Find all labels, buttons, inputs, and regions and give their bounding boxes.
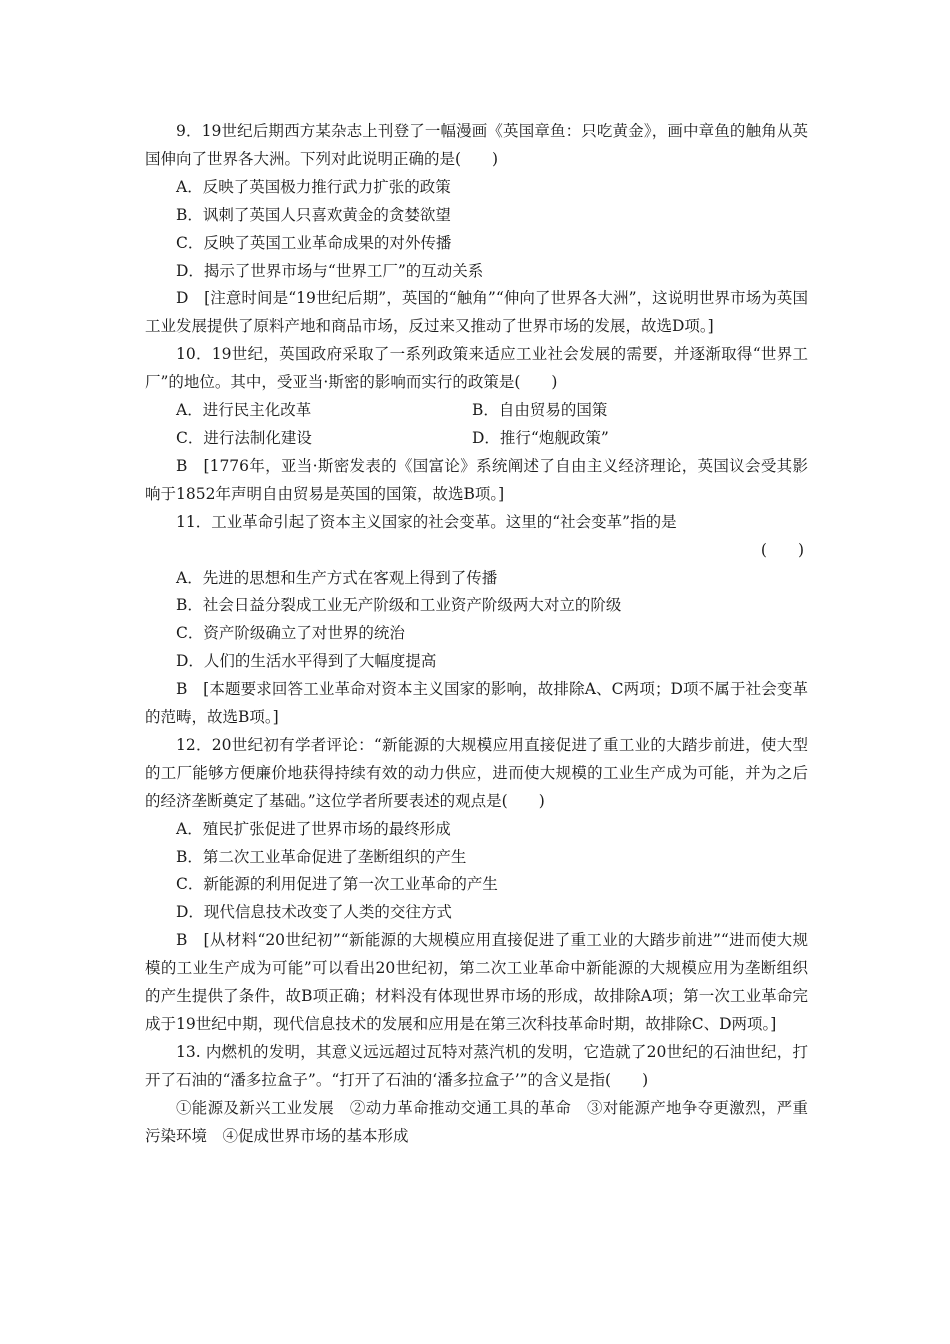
question-10-options-row-2	[145, 425, 808, 453]
question-11-stem: 11．工业革命引起了资本主义国家的社会变革。这里的“社会变革”指的是	[176, 512, 677, 531]
document-page	[145, 118, 808, 1151]
question-10-option-c: C．进行法制化建设	[176, 428, 312, 447]
question-9-option-b: B．讽刺了英国人只喜欢黄金的贪婪欲望	[176, 205, 451, 224]
question-12-option-d: D．现代信息技术改变了人类的交往方式	[176, 903, 452, 922]
question-11-option-d: D．人们的生活水平得到了大幅度提高	[176, 652, 437, 671]
question-11-option-a: A．先进的思想和生产方式在客观上得到了传播	[176, 568, 498, 587]
question-12-option-c: C．新能源的利用促进了第一次工业革命的产生	[176, 875, 498, 894]
question-10-option-a: A．进行民主化改革	[176, 401, 312, 420]
question-11-answer-blank: ( )	[760, 540, 804, 559]
question-13-items: ①能源及新兴工业发展 ②动力革命推动交通工具的革命 ③对能源产地争夺更激烈，严重污染环境 ④促成世界市场的基本形成	[145, 1098, 808, 1145]
question-11-answer: B [本题要求回答工业革命对资本主义国家的影响，故排除A、C两项；D项不属于社会变革的范畴，故选B项。]	[145, 680, 808, 727]
question-9-option-d: D．揭示了世界市场与“世界工厂”的互动关系	[176, 261, 484, 280]
question-9-answer: D [注意时间是“19世纪后期”，英国的“触角”“伸向了世界各大洲”，这说明世界市场为英国工业发展提供了原料产地和商品市场，反过来又推动了世界市场的发展，故选D项。]	[145, 289, 808, 336]
question-12-option-b: B．第二次工业革命促进了垄断组织的产生	[176, 847, 467, 866]
question-11-option-b: B．社会日益分裂成工业无产阶级和工业资产阶级两大对立的阶级	[176, 596, 622, 615]
question-10-options-row-1	[145, 397, 808, 425]
question-10-answer: B [1776年，亚当·斯密发表的《国富论》系统阐述了自由主义经济理论，英国议会受其影响于1852年声明自由贸易是英国的国策，故选B项。]	[145, 456, 808, 503]
question-11-option-c: C．资产阶级确立了对世界的统治	[176, 624, 405, 643]
question-9-option-c: C．反映了英国工业革命成果的对外传播	[176, 233, 452, 252]
question-10-option-d: D．推行“炮舰政策”	[472, 428, 609, 447]
question-9-stem: 9．19世纪后期西方某杂志上刊登了一幅漫画《英国章鱼：只吃黄金》，画中章鱼的触角从英国伸向了世界各大洲。下列对此说明正确的是( )	[145, 122, 808, 168]
question-12-answer: B [从材料“20世纪初”“新能源的大规模应用直接促进了重工业的大踏步前进”“进而使大规模的工业生产成为可能”可以看出20世纪初，第二次工业革命中新能源的大规模应用为垄断组织的产生提供了条件，故B项正确；材料没有体现世界市场的形成，故排除A项；第一次工业革命完成于19世纪中期，现代信息技术的发展和应用是在第三次科技革命时期，故排除C、D两项。]	[145, 931, 808, 1033]
question-10-option-b: B．自由贸易的国策	[472, 401, 608, 420]
question-10-stem: 10．19世纪，英国政府采取了一系列政策来适应工业社会发展的需要，并逐渐取得“世界工厂”的地位。其中，受亚当·斯密的影响而实行的政策是( )	[145, 345, 808, 392]
question-12-stem: 12．20世纪初有学者评论：“新能源的大规模应用直接促进了重工业的大踏步前进，使大型的工厂能够方便廉价地获得持续有效的动力供应，进而使大规模的工业生产成为可能，并为之后的经济垄断奠定了基础。”这位学者所要表述的观点是( )	[145, 735, 808, 810]
question-13-stem: 13. 内燃机的发明，其意义远远超过瓦特对蒸汽机的发明，它造就了20世纪的石油世纪，打开了石油的“潘多拉盒子”。“打开了石油的‘潘多拉盒子’”的含义是指( )	[145, 1042, 808, 1089]
question-9-option-a: A．反映了英国极力推行武力扩张的政策	[176, 177, 451, 196]
question-12-option-a: A．殖民扩张促进了世界市场的最终形成	[176, 819, 451, 838]
